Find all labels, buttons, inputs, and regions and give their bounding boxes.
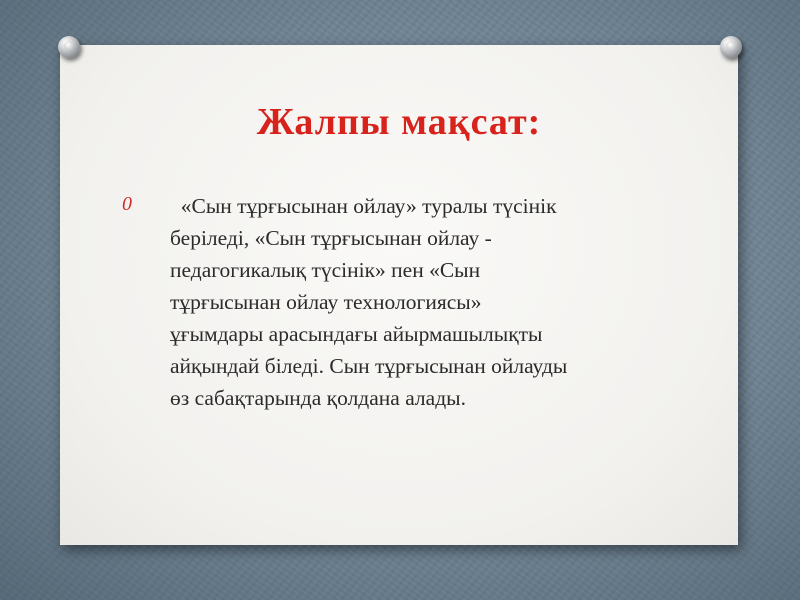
bullet-item bbox=[122, 190, 682, 414]
pushpin-icon bbox=[58, 36, 80, 58]
slide-title: Жалпы мақсат: bbox=[256, 101, 542, 143]
bullet-line: беріледі, «Сын тұрғысынан ойлау - bbox=[170, 226, 492, 250]
bullet-line: айқындай біледі. Сын тұрғысынан ойлауды bbox=[170, 354, 568, 378]
bullet-line: педагогикалық түсінік» пен «Сын bbox=[170, 258, 481, 282]
pushpin-icon bbox=[720, 36, 742, 58]
bullet-text bbox=[170, 190, 682, 414]
bullet-line: «Сын тұрғысынан ойлау» туралы түсінік bbox=[170, 194, 557, 218]
bullet-line: ұғымдары арасындағы айырмашылықты bbox=[170, 322, 543, 346]
bullet-line: өз сабақтарында қолдана алады. bbox=[170, 386, 466, 410]
bullet-marker: 0 bbox=[122, 193, 132, 215]
bullet-line: тұрғысынан ойлау технологиясы» bbox=[170, 290, 482, 314]
